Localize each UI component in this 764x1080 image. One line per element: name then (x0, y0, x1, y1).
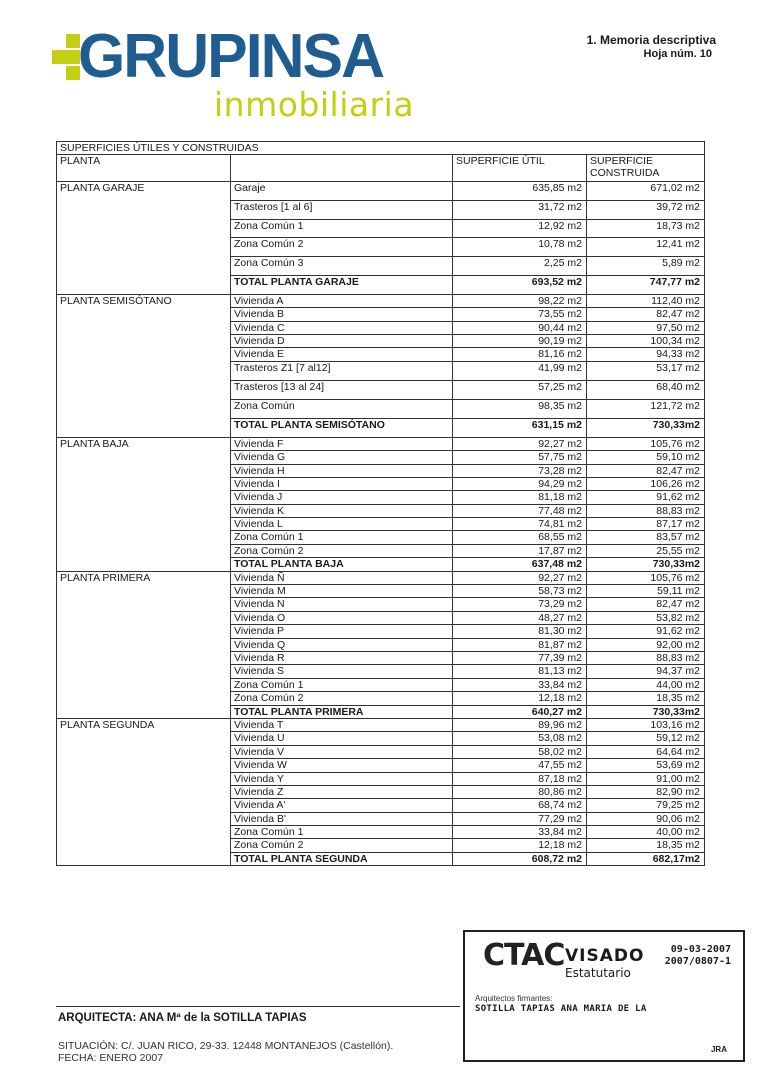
construida-value: 44,00 m2 (587, 678, 705, 691)
util-value: 87,18 m2 (453, 772, 587, 785)
construida-value: 730,33m2 (587, 705, 705, 718)
space-name: Vivienda V (231, 745, 453, 758)
util-value: 33,84 m2 (453, 826, 587, 839)
space-name: Vivienda A' (231, 799, 453, 812)
plant-name: PLANTA PRIMERA (57, 571, 231, 718)
space-name: Vivienda K (231, 504, 453, 517)
util-value: 98,35 m2 (453, 399, 587, 418)
visado-number: 2007/0807-1 (664, 956, 731, 967)
space-name: Vivienda J (231, 491, 453, 504)
util-value: 77,48 m2 (453, 504, 587, 517)
construida-value: 12,41 m2 (587, 238, 705, 257)
surfaces-table (56, 141, 705, 866)
construida-value: 106,26 m2 (587, 477, 705, 490)
space-name: Vivienda Ñ (231, 571, 453, 584)
util-value: 58,73 m2 (453, 585, 587, 598)
util-value: 33,84 m2 (453, 678, 587, 691)
util-value: 81,30 m2 (453, 625, 587, 638)
construida-value: 18,73 m2 (587, 219, 705, 238)
construida-value: 730,33m2 (587, 418, 705, 437)
table-row (57, 571, 705, 584)
table-row (57, 437, 705, 450)
construida-value: 53,82 m2 (587, 611, 705, 624)
util-value: 41,99 m2 (453, 361, 587, 380)
util-value: 77,39 m2 (453, 651, 587, 664)
space-name: Vivienda D (231, 334, 453, 347)
util-value: 68,55 m2 (453, 531, 587, 544)
space-name: TOTAL PLANTA PRIMERA (231, 705, 453, 718)
construida-value: 121,72 m2 (587, 399, 705, 418)
util-value: 693,52 m2 (453, 275, 587, 294)
space-name: TOTAL PLANTA BAJA (231, 558, 453, 571)
table-title: SUPERFICIES ÚTILES Y CONSTRUIDAS (57, 142, 705, 155)
visado-date-block (665, 944, 731, 968)
util-value: 81,13 m2 (453, 665, 587, 678)
util-value: 47,55 m2 (453, 759, 587, 772)
logo-subtitle: inmobiliaria (214, 85, 415, 124)
construida-value: 105,76 m2 (587, 571, 705, 584)
visado-sub: Estatutario (565, 966, 631, 980)
space-name: Vivienda Z (231, 785, 453, 798)
space-name: Zona Común 2 (231, 238, 453, 257)
plant-name: PLANTA SEGUNDA (57, 718, 231, 865)
stamp-initials: JRA (710, 1045, 727, 1054)
construida-value: 83,57 m2 (587, 531, 705, 544)
col-header-planta: PLANTA (57, 155, 231, 182)
util-value: 58,02 m2 (453, 745, 587, 758)
util-value: 81,87 m2 (453, 638, 587, 651)
table-row (57, 294, 705, 307)
util-value: 10,78 m2 (453, 238, 587, 257)
util-value: 81,18 m2 (453, 491, 587, 504)
construida-value: 18,35 m2 (587, 839, 705, 852)
space-name: Trasteros Z1 [7 al12] (231, 361, 453, 380)
situacion: SITUACIÓN: C/. JUAN RICO, 29-33. 12448 MONTANEJOS (Castellón). (58, 1040, 394, 1052)
table-row (57, 182, 705, 201)
logo-name: GRUPINSA (78, 22, 384, 91)
plant-name: PLANTA SEMISÓTANO (57, 294, 231, 437)
util-value: 12,18 m2 (453, 839, 587, 852)
space-name: Zona Común 1 (231, 826, 453, 839)
util-value: 48,27 m2 (453, 611, 587, 624)
space-name: Vivienda B (231, 308, 453, 321)
construida-value: 747,77 m2 (587, 275, 705, 294)
construida-value: 64,64 m2 (587, 745, 705, 758)
space-name: Trasteros [1 al 6] (231, 200, 453, 219)
construida-value: 79,25 m2 (587, 799, 705, 812)
plant-name: PLANTA GARAJE (57, 182, 231, 295)
space-name: Vivienda S (231, 665, 453, 678)
construida-value: 59,11 m2 (587, 585, 705, 598)
util-value: 631,15 m2 (453, 418, 587, 437)
util-value: 73,55 m2 (453, 308, 587, 321)
space-name: TOTAL PLANTA SEMISÓTANO (231, 418, 453, 437)
col-header-util: SUPERFICIE ÚTIL (453, 155, 587, 182)
table-row (57, 718, 705, 731)
construida-value: 105,76 m2 (587, 437, 705, 450)
space-name: TOTAL PLANTA GARAJE (231, 275, 453, 294)
space-name: Vivienda N (231, 598, 453, 611)
util-value: 77,29 m2 (453, 812, 587, 825)
space-name: Zona Común 1 (231, 531, 453, 544)
construida-value: 25,55 m2 (587, 544, 705, 557)
memoria-title: 1. Memoria descriptiva (586, 33, 716, 47)
footer-info (58, 1040, 393, 1064)
construida-value: 5,89 m2 (587, 257, 705, 276)
space-name: Zona Común 1 (231, 678, 453, 691)
util-value: 12,18 m2 (453, 692, 587, 705)
construida-value: 82,47 m2 (587, 464, 705, 477)
visado-date: 09-03-2007 (670, 944, 731, 955)
util-value: 81,16 m2 (453, 348, 587, 361)
space-name: Zona Común 2 (231, 692, 453, 705)
sheet-number: Hoja núm. 10 (643, 48, 712, 60)
col-header-construida: SUPERFICIE CONSTRUIDA (587, 155, 705, 182)
space-name: Vivienda W (231, 759, 453, 772)
space-name: TOTAL PLANTA SEGUNDA (231, 852, 453, 865)
grupinsa-logo (48, 22, 428, 128)
construida-value: 100,34 m2 (587, 334, 705, 347)
space-name: Vivienda H (231, 464, 453, 477)
construida-value: 92,00 m2 (587, 638, 705, 651)
util-value: 637,48 m2 (453, 558, 587, 571)
architect-name: SOTILLA TAPIAS ANA MARIA DE LA (475, 1004, 647, 1014)
util-value: 68,74 m2 (453, 799, 587, 812)
arquitecta: ARQUITECTA: ANA Mª de la SOTILLA TAPIAS (58, 1012, 307, 1024)
construida-value: 112,40 m2 (587, 294, 705, 307)
space-name: Vivienda O (231, 611, 453, 624)
construida-value: 91,62 m2 (587, 491, 705, 504)
space-name: Zona Común (231, 399, 453, 418)
util-value: 2,25 m2 (453, 257, 587, 276)
space-name: Vivienda Q (231, 638, 453, 651)
util-value: 80,86 m2 (453, 785, 587, 798)
space-name: Vivienda P (231, 625, 453, 638)
construida-value: 53,69 m2 (587, 759, 705, 772)
space-name: Vivienda E (231, 348, 453, 361)
util-value: 17,87 m2 (453, 544, 587, 557)
util-value: 73,28 m2 (453, 464, 587, 477)
space-name: Vivienda R (231, 651, 453, 664)
construida-value: 82,47 m2 (587, 598, 705, 611)
construida-value: 682,17m2 (587, 852, 705, 865)
space-name: Vivienda L (231, 518, 453, 531)
space-name: Vivienda B' (231, 812, 453, 825)
space-name: Vivienda G (231, 451, 453, 464)
ctac-brand: CTAC (483, 938, 565, 973)
construida-value: 91,00 m2 (587, 772, 705, 785)
construida-value: 68,40 m2 (587, 380, 705, 399)
util-value: 57,75 m2 (453, 451, 587, 464)
construida-value: 730,33m2 (587, 558, 705, 571)
util-value: 640,27 m2 (453, 705, 587, 718)
space-name: Vivienda U (231, 732, 453, 745)
construida-value: 88,83 m2 (587, 651, 705, 664)
construida-value: 97,50 m2 (587, 321, 705, 334)
space-name: Vivienda A (231, 294, 453, 307)
construida-value: 91,62 m2 (587, 625, 705, 638)
util-value: 90,44 m2 (453, 321, 587, 334)
space-name: Vivienda C (231, 321, 453, 334)
util-value: 73,29 m2 (453, 598, 587, 611)
construida-value: 53,17 m2 (587, 361, 705, 380)
util-value: 53,08 m2 (453, 732, 587, 745)
space-name: Garaje (231, 182, 453, 201)
space-name: Zona Común 1 (231, 219, 453, 238)
construida-value: 59,10 m2 (587, 451, 705, 464)
space-name: Vivienda I (231, 477, 453, 490)
util-value: 94,29 m2 (453, 477, 587, 490)
util-value: 92,27 m2 (453, 437, 587, 450)
construida-value: 39,72 m2 (587, 200, 705, 219)
util-value: 89,96 m2 (453, 718, 587, 731)
util-value: 92,27 m2 (453, 571, 587, 584)
space-name: Zona Común 2 (231, 839, 453, 852)
construida-value: 90,06 m2 (587, 812, 705, 825)
construida-value: 94,37 m2 (587, 665, 705, 678)
firmantes-label: Arquitectos firmantes: (475, 994, 553, 1003)
construida-value: 18,35 m2 (587, 692, 705, 705)
document-header (587, 33, 716, 61)
util-value: 608,72 m2 (453, 852, 587, 865)
util-value: 57,25 m2 (453, 380, 587, 399)
space-name: Vivienda Y (231, 772, 453, 785)
space-name: Vivienda M (231, 585, 453, 598)
util-value: 12,92 m2 (453, 219, 587, 238)
plant-name: PLANTA BAJA (57, 437, 231, 571)
construida-value: 671,02 m2 (587, 182, 705, 201)
util-value: 31,72 m2 (453, 200, 587, 219)
col-header-empty (231, 155, 453, 182)
construida-value: 82,90 m2 (587, 785, 705, 798)
construida-value: 59,12 m2 (587, 732, 705, 745)
construida-value: 87,17 m2 (587, 518, 705, 531)
construida-value: 88,83 m2 (587, 504, 705, 517)
space-name: Trasteros [13 al 24] (231, 380, 453, 399)
fecha: FECHA: ENERO 2007 (58, 1052, 164, 1064)
util-value: 90,19 m2 (453, 334, 587, 347)
footer-divider (56, 1006, 460, 1007)
visado-stamp (463, 930, 745, 1062)
util-value: 74,81 m2 (453, 518, 587, 531)
visado-label: VISADO (565, 946, 645, 966)
space-name: Zona Común 3 (231, 257, 453, 276)
construida-value: 94,33 m2 (587, 348, 705, 361)
construida-value: 40,00 m2 (587, 826, 705, 839)
space-name: Vivienda F (231, 437, 453, 450)
construida-value: 82,47 m2 (587, 308, 705, 321)
util-value: 635,85 m2 (453, 182, 587, 201)
space-name: Vivienda T (231, 718, 453, 731)
util-value: 98,22 m2 (453, 294, 587, 307)
space-name: Zona Común 2 (231, 544, 453, 557)
construida-value: 103,16 m2 (587, 718, 705, 731)
